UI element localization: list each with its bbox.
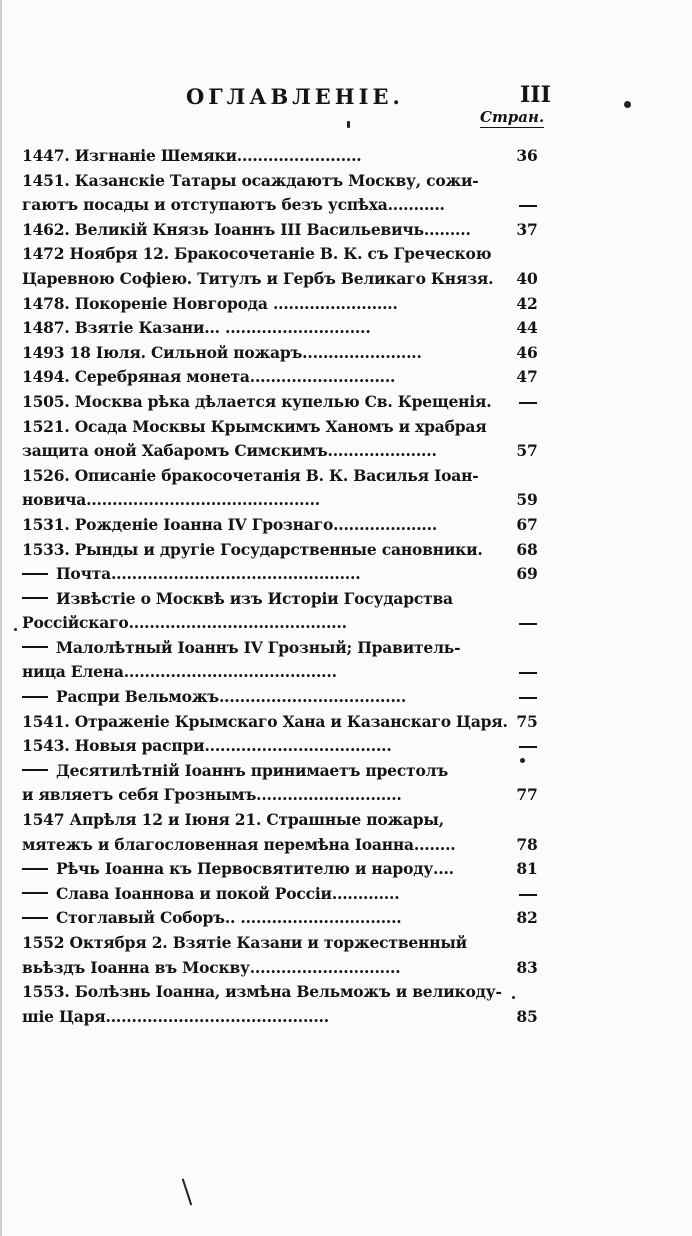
toc-entry-page: 47 — [516, 367, 538, 387]
toc-entry-text — [22, 980, 502, 1005]
toc-entry-label: Почта................................................ — [56, 564, 361, 584]
toc-entry — [22, 783, 544, 808]
toc-entry-text — [22, 365, 395, 390]
toc-entry-label: 1552 Октября 2. Взятiе Казани и торжественный — [22, 933, 467, 952]
page-edge-shadow — [0, 0, 2, 1236]
toc-entry — [22, 341, 544, 366]
toc-entry-label: 1487. Взятiе Казани... ............................ — [22, 318, 371, 338]
toc-entry-text — [22, 292, 398, 317]
toc-entry-page: 78 — [516, 834, 538, 854]
toc-entry-page: 83 — [516, 957, 538, 977]
table-of-contents — [22, 144, 544, 1029]
page-number-ditto — [519, 672, 537, 674]
toc-entry-text — [22, 660, 337, 685]
toc-entry-label: защита оной Хабаромъ Симскимъ..................... — [22, 441, 437, 461]
toc-entry-page: 68 — [516, 539, 538, 559]
toc-entry-text — [22, 390, 491, 415]
toc-entry-page: 77 — [516, 785, 538, 805]
toc-entry — [22, 390, 544, 415]
toc-entry-label: Распри Вельможъ.................................... — [56, 687, 407, 707]
toc-entry-text — [22, 169, 479, 194]
toc-entry-label: Извѣстiе о Москвѣ изъ Исторiи Государства — [56, 588, 453, 608]
toc-entry-text — [22, 562, 360, 587]
toc-entry — [22, 587, 544, 612]
toc-entry-text — [22, 513, 437, 538]
toc-entry-page: 85 — [516, 1006, 538, 1026]
ditto-dash — [22, 573, 48, 575]
toc-entry — [22, 1005, 544, 1030]
toc-entry-label: 1505. Москва рѣка дѣлается купелью Св. Крещенiя. — [22, 391, 492, 411]
toc-entry — [22, 808, 544, 833]
toc-entry — [22, 218, 544, 243]
toc-entry-label: 1447. Изгнанiе Шемяки........................ — [22, 146, 362, 165]
toc-entry — [22, 488, 544, 513]
toc-entry-page: 69 — [516, 564, 538, 584]
toc-entry-text — [22, 587, 453, 612]
toc-entry-text — [22, 193, 445, 218]
toc-entry-label: Стоглавый Соборъ.. ............................... — [56, 908, 402, 928]
toc-entry — [22, 267, 544, 292]
toc-entry — [22, 931, 544, 956]
toc-entry-label: Рѣчь Iоанна къ Первосвятителю и народу.... — [56, 859, 454, 879]
toc-entry-label: ница Елена......................................... — [22, 662, 337, 682]
toc-entry-label: мятежъ и благословенная перемѣна Iоанна........ — [22, 834, 456, 854]
toc-entry — [22, 169, 544, 194]
toc-entry — [22, 956, 544, 981]
ditto-dash — [22, 868, 48, 870]
toc-entry — [22, 734, 544, 759]
toc-entry-label: 1526. Описанiе бракосочетанiя В. К. Василья Iоан- — [22, 465, 479, 485]
toc-entry — [22, 292, 544, 317]
ink-speck — [624, 101, 631, 108]
toc-entry-label: Царевною Софiею. Титулъ и Гербъ Великаго Князя. — [22, 268, 494, 288]
toc-entry — [22, 611, 544, 636]
page-number-ditto — [519, 746, 537, 748]
toc-entry-text — [22, 956, 400, 981]
toc-entry-label: Десятилѣтнiй Iоаннъ принимаетъ престолъ — [56, 760, 449, 780]
toc-entry — [22, 415, 544, 440]
page-number-roman: III — [520, 82, 551, 108]
ink-speck — [182, 1178, 193, 1205]
toc-entry-label: 1533. Рынды и другiе Государственные сановники. — [22, 539, 483, 559]
toc-entry-text — [22, 267, 493, 292]
toc-entry — [22, 193, 544, 218]
toc-entry-page: 36 — [516, 146, 538, 165]
toc-entry-label: 1472 Ноября 12. Бракосочетанiе В. К. съ Греческою — [22, 244, 492, 264]
toc-entry-label: шiе Царя........................................... — [22, 1006, 329, 1026]
toc-entry — [22, 538, 544, 563]
toc-entry-label: и являетъ себя Грознымъ............................ — [22, 785, 402, 805]
ink-speck — [347, 121, 350, 128]
toc-entry-text — [22, 144, 361, 169]
toc-entry-label: 1553. Болѣзнь Iоанна, измѣна Вельможъ и великоду- — [22, 982, 502, 1002]
page-header — [0, 82, 692, 126]
page-number-ditto — [519, 402, 537, 404]
toc-entry-label: 1451. Казанскiе Татары осаждаютъ Москву, сожи- — [22, 170, 479, 190]
toc-entry-label: Малолѣтный Iоаннъ IV Грозный; Правитель- — [56, 637, 461, 657]
toc-entry-text — [22, 439, 437, 464]
toc-entry-label: 1531. Рожденiе Iоанна IV Грознаго.................... — [22, 514, 438, 534]
toc-entry-text — [22, 931, 467, 956]
toc-entry-text — [22, 242, 491, 267]
toc-entry-page: 81 — [516, 859, 538, 879]
toc-entry — [22, 439, 544, 464]
toc-entry — [22, 464, 544, 489]
toc-entry-label: Россiйскаго.......................................... — [22, 613, 347, 633]
ditto-dash — [22, 892, 48, 894]
toc-entry-page: 67 — [516, 514, 538, 534]
ink-speck — [14, 628, 17, 631]
toc-entry-text — [22, 538, 483, 563]
toc-entry-text — [22, 316, 371, 341]
toc-entry-text — [22, 611, 347, 636]
toc-entry — [22, 857, 544, 882]
toc-entry-text — [22, 734, 392, 759]
toc-entry-text — [22, 636, 460, 661]
toc-entry-page: 40 — [516, 268, 538, 288]
toc-entry-text — [22, 882, 399, 907]
page-title: ОГЛАВЛЕНIЕ. — [186, 84, 404, 109]
toc-entry-text — [22, 685, 406, 710]
page-number-ditto — [519, 205, 537, 207]
toc-entry — [22, 316, 544, 341]
toc-entry-label: новича............................................. — [22, 490, 320, 510]
toc-entry — [22, 980, 544, 1005]
toc-entry-text — [22, 857, 454, 882]
page-number-ditto — [519, 894, 537, 896]
toc-entry-text — [22, 783, 402, 808]
toc-entry — [22, 833, 544, 858]
toc-entry — [22, 144, 544, 169]
toc-entry-label: 1494. Серебряная монета............................ — [22, 367, 396, 387]
toc-entry — [22, 685, 544, 710]
toc-entry-page: 42 — [516, 293, 538, 313]
toc-entry-label: 1543. Новыя распри.................................... — [22, 736, 392, 756]
toc-entry-page: 82 — [516, 908, 538, 928]
toc-entry-label: 1478. Покоренiе Новгорода ........................ — [22, 293, 398, 313]
ditto-dash — [22, 597, 48, 599]
toc-entry-text — [22, 759, 448, 784]
toc-entry-label: 1547 Апрѣля 12 и Iюня 21. Страшные пожары, — [22, 810, 444, 830]
toc-entry-label: 1493 18 Iюля. Сильной пожаръ....................... — [22, 342, 422, 362]
toc-entry — [22, 882, 544, 907]
toc-entry-page: 44 — [516, 318, 538, 338]
toc-entry — [22, 906, 544, 931]
ditto-dash — [22, 917, 48, 919]
toc-entry — [22, 636, 544, 661]
page-number-ditto — [519, 697, 537, 699]
toc-entry-text — [22, 488, 320, 513]
toc-entry — [22, 365, 544, 390]
toc-entry-text — [22, 415, 487, 440]
toc-entry-text — [22, 1005, 329, 1030]
toc-entry-label: гаютъ посады и отступаютъ безъ успѣха........... — [22, 195, 445, 215]
toc-entry-page: 46 — [516, 342, 538, 362]
toc-entry-label: вьѣздъ Iоанна въ Москву............................. — [22, 957, 401, 977]
ditto-dash — [22, 696, 48, 698]
toc-entry-page: 59 — [516, 490, 538, 510]
toc-entry — [22, 710, 544, 735]
toc-entry-page: 37 — [516, 219, 538, 239]
page-column-label: Стран. — [480, 108, 545, 126]
toc-entry-text — [22, 341, 422, 366]
toc-entry-text — [22, 833, 455, 858]
ditto-dash — [22, 769, 48, 771]
toc-entry-text — [22, 710, 508, 735]
toc-entry — [22, 562, 544, 587]
ditto-dash — [22, 646, 48, 648]
toc-entry-text — [22, 906, 402, 931]
toc-entry-page: 75 — [516, 711, 538, 731]
toc-entry-page: 57 — [516, 441, 538, 461]
page-number-ditto — [519, 623, 537, 625]
toc-entry — [22, 513, 544, 538]
toc-entry — [22, 242, 544, 267]
toc-entry — [22, 660, 544, 685]
toc-entry-text — [22, 218, 471, 243]
toc-entry-label: 1541. Отраженiе Крымскаго Хана и Казанскаго Царя. — [22, 711, 508, 731]
toc-entry-label: Слава Iоаннова и покой Россiи............. — [56, 883, 400, 903]
toc-entry-text — [22, 464, 478, 489]
toc-entry-label: 1462. Великiй Князь Iоаннъ III Васильевичь......... — [22, 219, 471, 239]
toc-entry-text — [22, 808, 444, 833]
toc-entry-label: 1521. Осада Москвы Крымскимъ Ханомъ и храбрая — [22, 416, 487, 436]
toc-entry — [22, 759, 544, 784]
